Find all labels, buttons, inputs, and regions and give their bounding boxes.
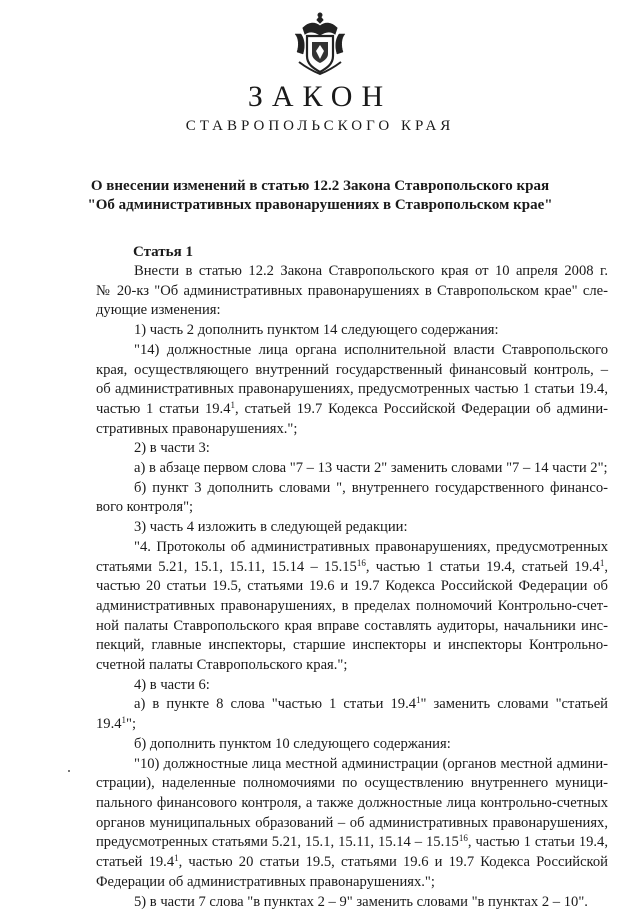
quote-4-line-4: административных правонарушениях, в пределах полномочий Контрольно-счет- xyxy=(96,597,608,617)
quote-4-line-7: счетной палаты Ставропольского края."; xyxy=(96,656,608,676)
law-heading xyxy=(0,177,640,215)
quote-10-line-3: пального финансового контроля, а также должностные лица контрольно-счетных xyxy=(96,794,608,814)
quote-14-line-3: об административных правонарушениях, предусмотренных частью 1 статьи 19.4, xyxy=(96,380,608,400)
scan-speck xyxy=(68,770,70,772)
quote-10-line-4: органов муниципальных образований – об административных правонарушениях, xyxy=(96,814,608,834)
quote-4-line-3: частью 20 статьи 19.5, статьями 19.6 и 19.7 Кодекса Российской Федерации об xyxy=(96,577,608,597)
item-2b-line-1: б) пункт 3 дополнить словами ", внутреннего государственного финансо- xyxy=(96,479,608,499)
intro-line-3: дующие изменения: xyxy=(96,301,608,321)
law-heading-line-2: "Об административных правонарушениях в Ставропольском крае" xyxy=(0,196,640,215)
item-5: 5) в части 7 слова "в пунктах 2 – 9" заменить словами "в пунктах 2 – 10". xyxy=(96,893,608,912)
quote-4-line-6: пекций, главные инспекторы, старшие инспекторы и инспекторы Контрольно- xyxy=(96,636,608,656)
quote-10-line-1: "10) должностные лица местной администрации (органов местной админи- xyxy=(96,755,608,775)
article-body xyxy=(96,262,608,912)
item-1: 1) часть 2 дополнить пунктом 14 следующего содержания: xyxy=(96,321,608,341)
quote-10-line-5: предусмотренных статьями 5.21, 15.1, 15.11, 15.14 – 15.15$^{16}$, частью 1 статьи 19.4, xyxy=(96,833,608,853)
quote-14-line-4: частью 1 статьи 19.4$^1$, статьей 19.7 Кодекса Российской Федерации об админи- xyxy=(96,400,608,420)
article-title: Статья 1 xyxy=(133,244,193,261)
law-heading-line-1: О внесении изменений в статью 12.2 Закона Ставропольского края xyxy=(0,177,640,196)
quote-4-line-2: статьями 5.21, 15.1, 15.11, 15.14 – 15.15$^{16}$, частью 1 статьи 19.4, статьей 19.4$^1$, xyxy=(96,558,608,578)
quote-10-line-6: статьей 19.4$^1$, частью 20 статьи 19.5, статьями 19.6 и 19.7 Кодекса Российской xyxy=(96,853,608,873)
document-subtitle: СТАВРОПОЛЬСКОГО КРАЯ xyxy=(0,118,640,135)
intro-line-1: Внести в статью 12.2 Закона Ставропольского края от 10 апреля 2008 г. xyxy=(96,262,608,282)
item-4a: а) в пункте 8 слова "частью 1 статьи 19.4$^1$" заменить словами "статьей 19.4$^1$"; xyxy=(96,695,608,734)
quote-14-line-5: стративных правонарушениях."; xyxy=(96,420,608,440)
quote-14-line-2: края, осуществляющего внутренний государственный финансовый контроль, – xyxy=(96,361,608,381)
document-title: ЗАКОН xyxy=(0,80,640,114)
coat-of-arms-icon xyxy=(293,12,347,76)
quote-14-line-1: "14) должностные лица органа исполнительной власти Ставропольского xyxy=(96,341,608,361)
item-2a: а) в абзаце первом слова "7 – 13 части 2" заменить словами "7 – 14 части 2"; xyxy=(96,459,608,479)
quote-10-line-7: Федерации об административных правонарушениях."; xyxy=(96,873,608,893)
item-4: 4) в части 6: xyxy=(96,676,608,696)
quote-10-line-2: страции), наделенные полномочиями по осуществлению внутреннего муници- xyxy=(96,774,608,794)
item-4b: б) дополнить пунктом 10 следующего содержания: xyxy=(96,735,608,755)
quote-4-line-5: ной палаты Ставропольского края вправе составлять аудиторы, начальники инс- xyxy=(96,617,608,637)
intro-line-2: № 20-кз "Об административных правонарушениях в Ставропольском крае" сле- xyxy=(96,282,608,302)
quote-4-line-1: "4. Протоколы об административных правонарушениях, предусмотренных xyxy=(96,538,608,558)
item-2b-line-2: вого контроля"; xyxy=(96,498,608,518)
item-2: 2) в части 3: xyxy=(96,439,608,459)
item-3: 3) часть 4 изложить в следующей редакции: xyxy=(96,518,608,538)
